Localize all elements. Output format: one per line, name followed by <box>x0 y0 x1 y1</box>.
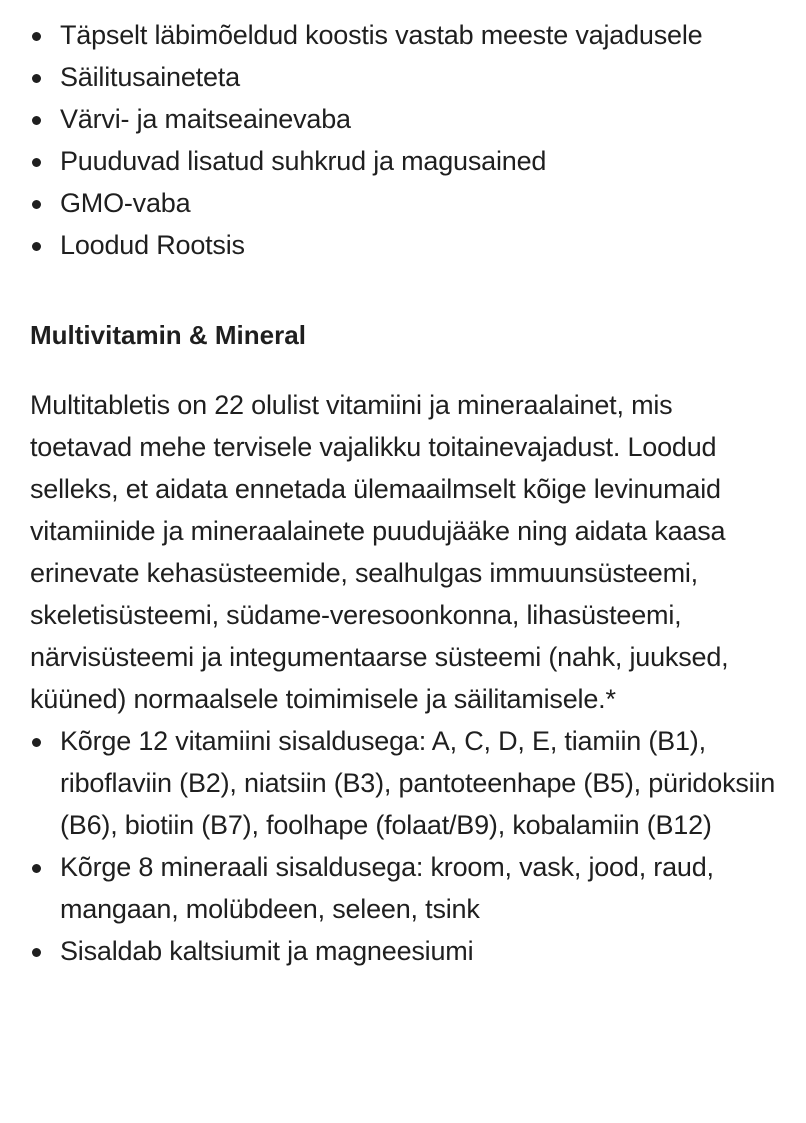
list-item-text: Loodud Rootsis <box>60 230 245 260</box>
section-paragraph: Multitabletis on 22 olulist vitamiini ja mineraalainet, mis toetavad mehe tervisele vajalikku toitainevajadust. Loodud selleks, et aidata ennetada ülemaailmselt kõige levinumaid vitamiinide ja mineraalainete puudujääke ning aidata kaasa erinevate kehasüsteemide, sealhulgas immuunsüsteemi, skeletisüsteemi, südame-veresoonkonna, lihasüsteemi, närvisüsteemi ja integumentaarse süsteemi (nahk, juuksed, küüned) normaalsele toimimisele ja säilitamisele.* <box>30 390 729 714</box>
list-item-text: GMO-vaba <box>60 188 191 218</box>
list-item <box>30 14 776 56</box>
list-item <box>30 140 776 182</box>
bullet-icon <box>32 864 41 873</box>
list-item <box>30 720 776 846</box>
bullet-icon <box>32 738 41 747</box>
section-heading: Multivitamin & Mineral <box>30 320 306 350</box>
list-item <box>30 224 776 266</box>
list-item-text: Kõrge 12 vitamiini sisaldusega: A, C, D, E, tiamiin (B1), riboflaviin (B2), niatsiin (B3), pantoteenhape (B5), püridoksiin (B6), biotiin (B7), foolhape (folaat/B9), kobalamiin (B12) <box>60 726 776 840</box>
list-item <box>30 846 776 930</box>
list-item-text: Täpselt läbimõeldud koostis vastab meeste vajadusele <box>60 20 703 50</box>
list-item-text: Värvi- ja maitseainevaba <box>60 104 351 134</box>
features-list <box>30 14 776 266</box>
bullet-icon <box>32 74 41 83</box>
bullet-icon <box>32 116 41 125</box>
nutrients-list <box>30 720 776 972</box>
bullet-icon <box>32 32 41 41</box>
bullet-icon <box>32 158 41 167</box>
bullet-icon <box>32 242 41 251</box>
bullet-icon <box>32 948 41 957</box>
list-item-text: Puuduvad lisatud suhkrud ja magusained <box>60 146 547 176</box>
list-item <box>30 182 776 224</box>
bullet-icon <box>32 200 41 209</box>
list-item <box>30 98 776 140</box>
list-item <box>30 930 776 972</box>
list-item-text: Säilitusaineteta <box>60 62 240 92</box>
list-item <box>30 56 776 98</box>
list-item-text: Kõrge 8 mineraali sisaldusega: kroom, vask, jood, raud, mangaan, molübdeen, seleen, tsink <box>60 852 714 924</box>
list-item-text: Sisaldab kaltsiumit ja magneesiumi <box>60 936 474 966</box>
